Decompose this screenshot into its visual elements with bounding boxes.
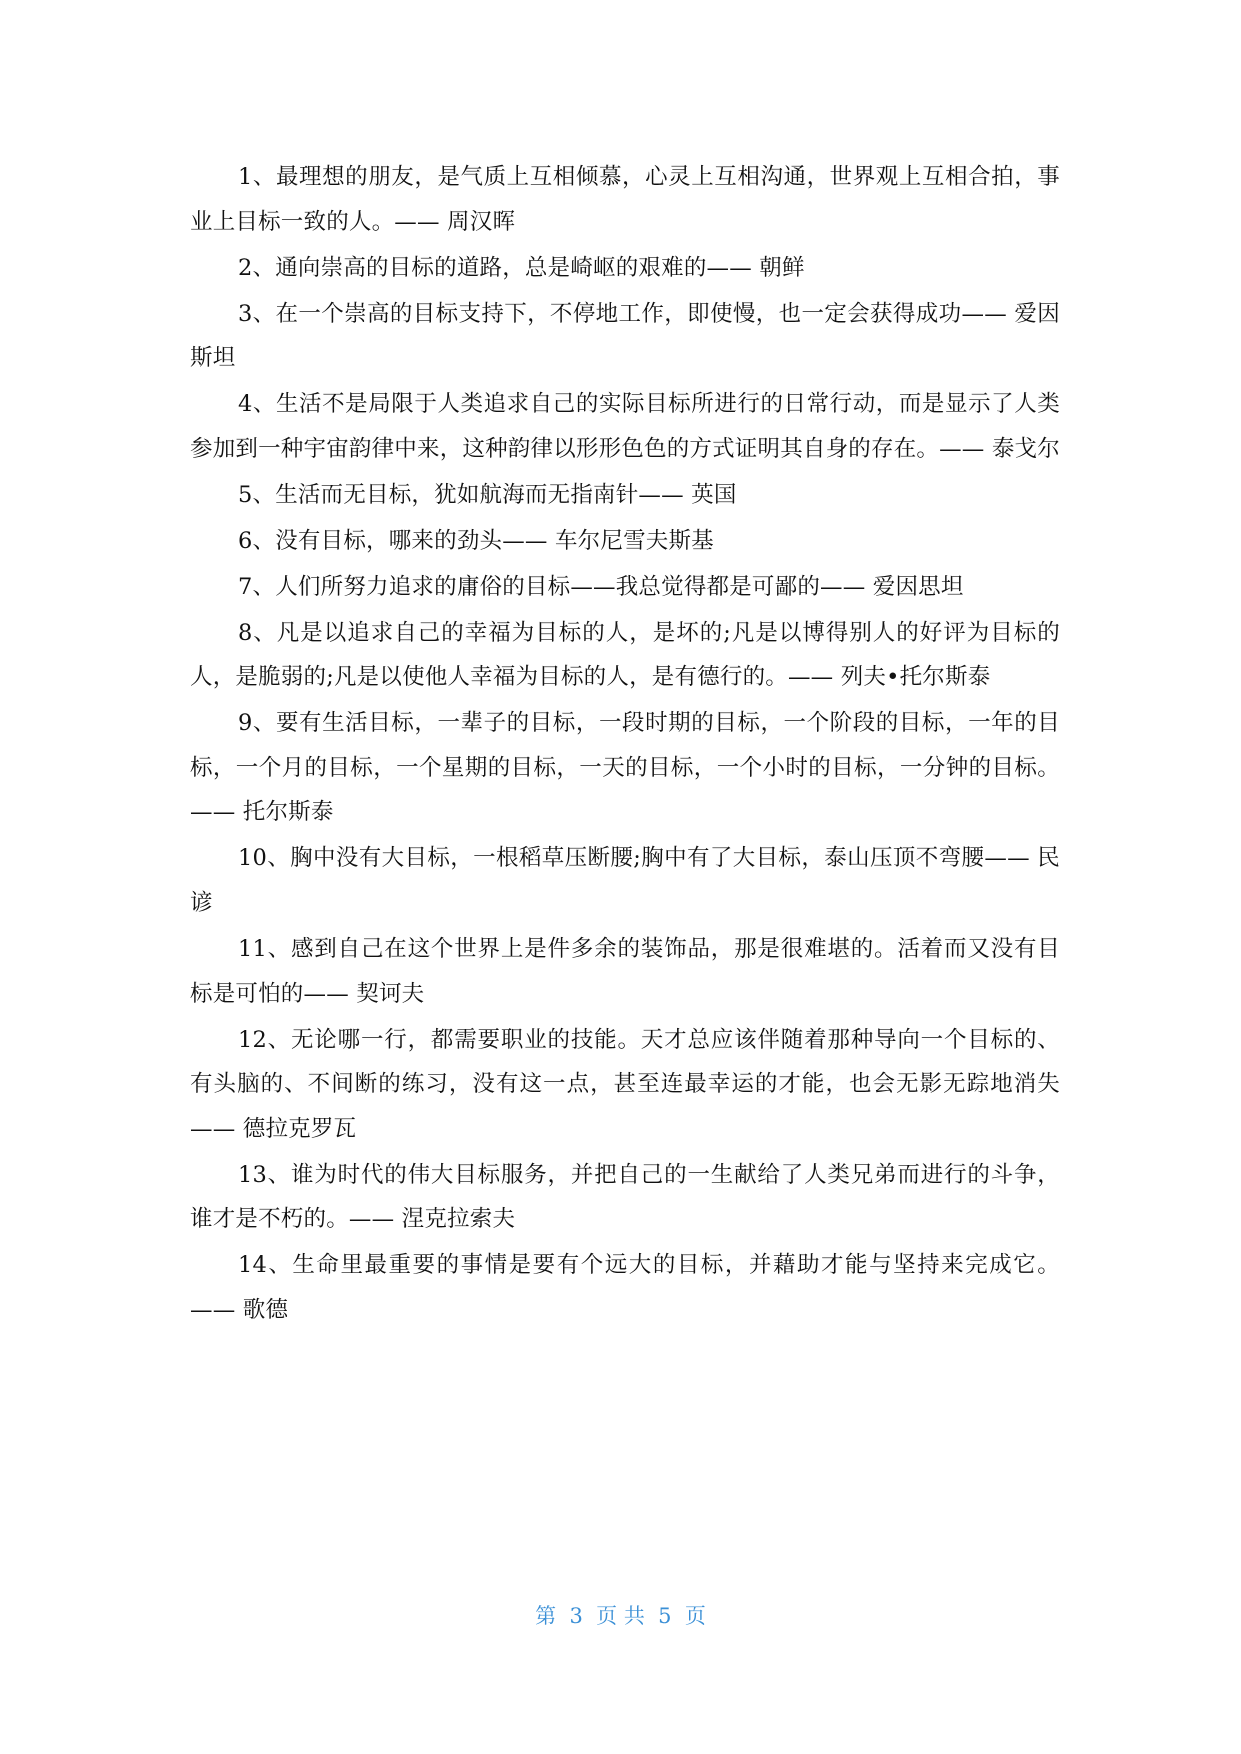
quote-paragraph: 3、在一个崇高的目标支持下，不停地工作，即使慢，也一定会获得成功—— 爱因斯坦 xyxy=(190,300,1060,372)
quote-paragraph: 7、人们所努力追求的庸俗的目标——我总觉得都是可鄙的—— 爱因思坦 xyxy=(238,573,964,600)
page-number-footer: 第 3 页 共 5 页 xyxy=(535,1604,706,1628)
quote-paragraph: 10、胸中没有大目标，一根稻草压断腰;胸中有了大目标，泰山压顶不弯腰—— 民谚 xyxy=(190,845,1060,917)
quote-paragraph: 9、要有生活目标，一辈子的目标，一段时期的目标，一个阶段的目标，一年的目标，一个月的目标，一个星期的目标，一天的目标，一个小时的目标，一分钟的目标。—— 托尔斯泰 xyxy=(190,710,1060,826)
quote-paragraph: 4、生活不是局限于人类追求自己的实际目标所进行的日常行动，而是显示了人类参加到一种宇宙韵律中来，这种韵律以形形色色的方式证明其自身的存在。—— 泰戈尔 xyxy=(190,391,1060,462)
quote-paragraph: 11、感到自己在这个世界上是件多余的装饰品，那是很难堪的。活着而又没有目标是可怕的—— 契诃夫 xyxy=(190,936,1060,1007)
quote-paragraph: 2、通向崇高的目标的道路，总是崎岖的艰难的—— 朝鲜 xyxy=(238,254,805,281)
quote-paragraph: 6、没有目标，哪来的劲头—— 车尔尼雪夫斯基 xyxy=(238,527,714,554)
quote-paragraph: 14、生命里最重要的事情是要有个远大的目标，并藉助才能与坚持来完成它。—— 歌德 xyxy=(190,1252,1060,1323)
quote-paragraph: 1、最理想的朋友，是气质上互相倾慕，心灵上互相沟通，世界观上互相合拍，事业上目标一致的人。—— 周汉晖 xyxy=(190,164,1060,235)
quote-paragraph: 12、无论哪一行，都需要职业的技能。天才总应该伴随着那种导向一个目标的、有头脑的、不间断的练习，没有这一点，甚至连最幸运的才能，也会无影无踪地消失—— 德拉克罗瓦 xyxy=(190,1026,1060,1142)
document-body xyxy=(190,155,1060,1334)
quote-paragraph: 8、凡是以追求自己的幸福为目标的人，是坏的;凡是以博得别人的好评为目标的人，是脆弱的;凡是以使他人幸福为目标的人，是有德行的。—— 列夫•托尔斯泰 xyxy=(190,619,1060,691)
quote-paragraph: 13、谁为时代的伟大目标服务，并把自己的一生献给了人类兄弟而进行的斗争，谁才是不朽的。—— 涅克拉索夫 xyxy=(190,1161,1060,1233)
quote-paragraph: 5、生活而无目标，犹如航海而无指南针—— 英国 xyxy=(238,481,737,508)
